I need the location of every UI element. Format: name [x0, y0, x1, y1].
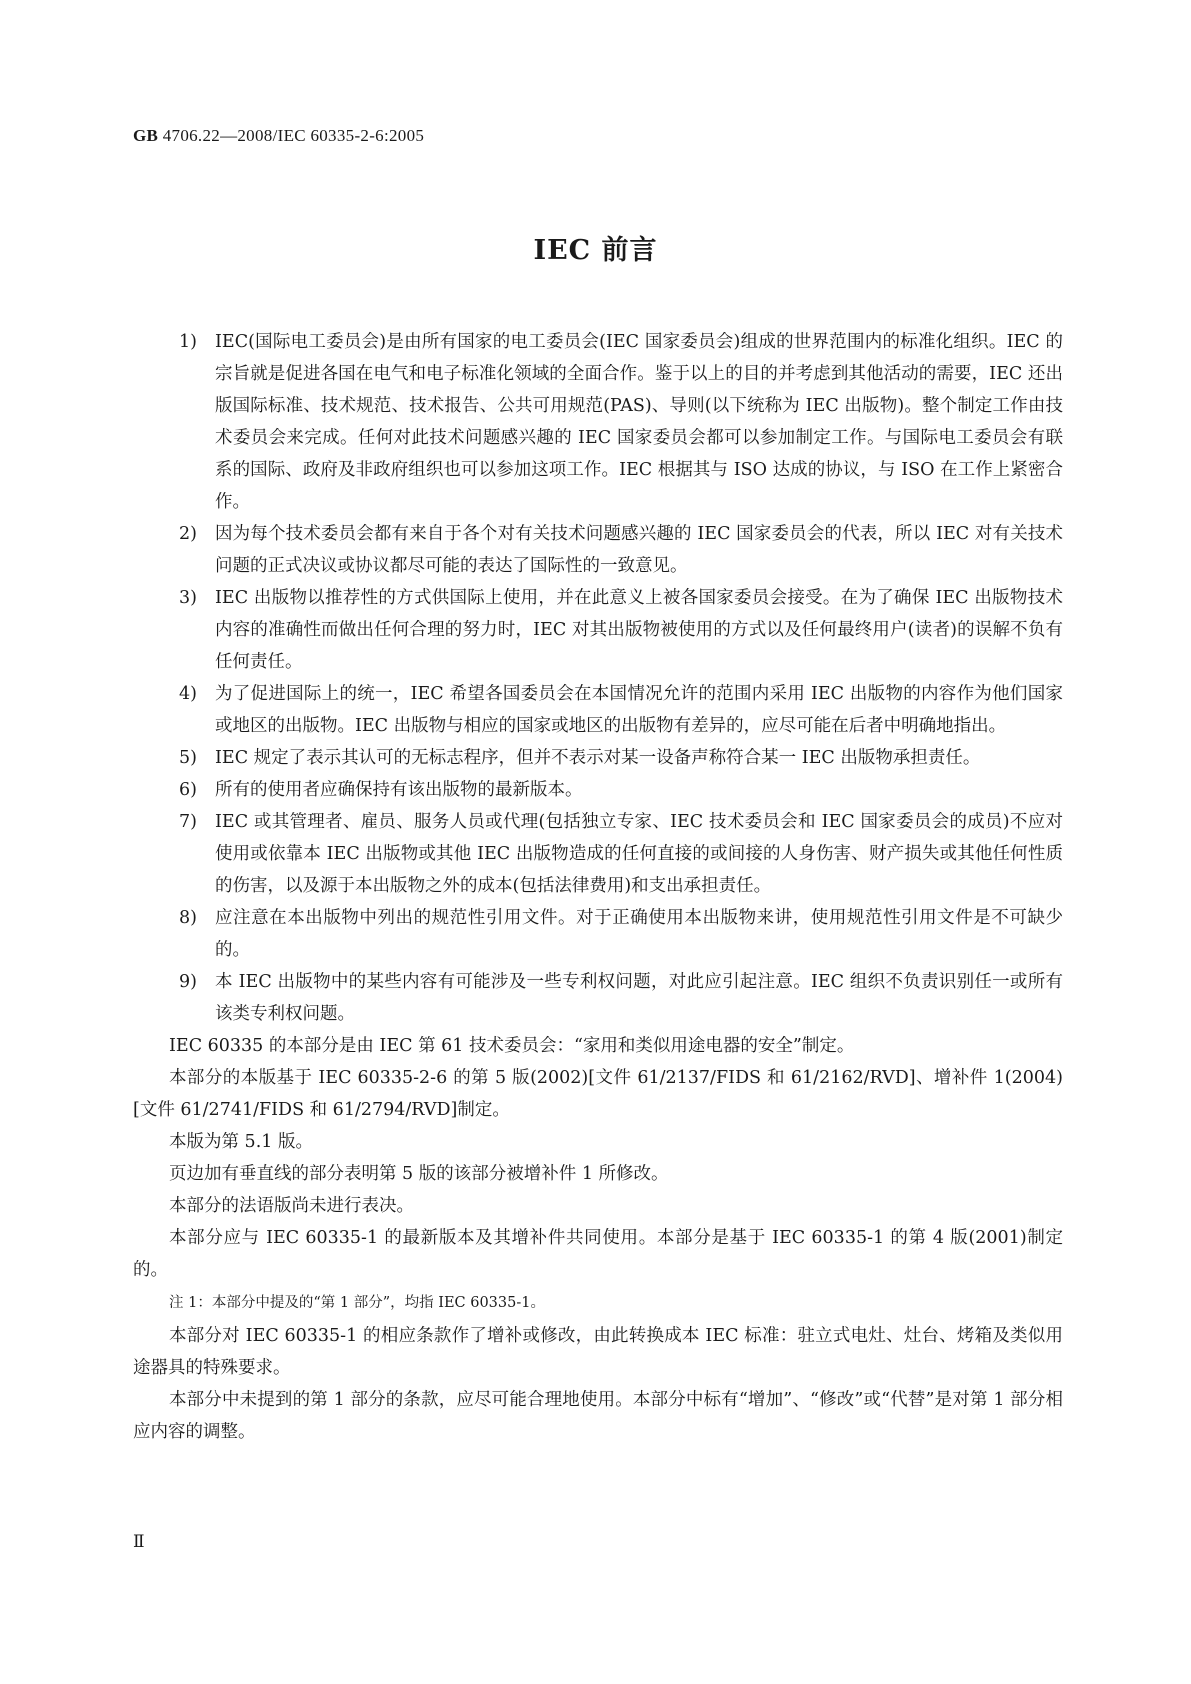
list-item-number: 3)	[179, 588, 197, 608]
paragraph-edition: 本版为第 5.1 版。	[169, 1132, 313, 1152]
list-item-text: IEC 规定了表示其认可的无标志程序，但并不表示对某一设备声称符合某一 IEC 出版物承担责任。	[215, 748, 981, 768]
list-item-number: 1)	[179, 332, 197, 352]
paragraph-committee: IEC 60335 的本部分是由 IEC 第 61 技术委员会：“家用和类似用途电器的安全”制定。	[169, 1036, 855, 1056]
list-item	[133, 806, 1063, 902]
list-item-number: 6)	[179, 780, 197, 800]
list-item	[133, 966, 1063, 1030]
paragraph-edition-basis: 本部分的本版基于 IEC 60335-2-6 的第 5 版(2002)[文件 61/2137/FIDS 和 61/2162/RVD]、增补件 1(2004)[文件 61/2741/FIDS 和 61/2794/RVD]制定。	[133, 1068, 1063, 1120]
list-item-text: 所有的使用者应确保持有该出版物的最新版本。	[215, 780, 583, 800]
list-item	[133, 678, 1063, 742]
list-item	[133, 326, 1063, 518]
document-body	[133, 326, 1063, 1448]
list-item	[133, 518, 1063, 582]
list-item	[133, 582, 1063, 678]
list-item-text: 本 IEC 出版物中的某些内容有可能涉及一些专利权问题，对此应引起注意。IEC 组织不负责识别任一或所有该类专利权问题。	[215, 972, 1063, 1024]
paragraph-french-version: 本部分的法语版尚未进行表决。	[169, 1196, 414, 1216]
list-item-number: 4)	[179, 684, 197, 704]
list-item-number: 5)	[179, 748, 197, 768]
list-item	[133, 774, 1063, 806]
standard-header	[133, 126, 424, 146]
list-item-text: 应注意在本出版物中列出的规范性引用文件。对于正确使用本出版物来讲，使用规范性引用文件是不可缺少的。	[215, 908, 1063, 960]
list-item-text: 因为每个技术委员会都有来自于各个对有关技术问题感兴趣的 IEC 国家委员会的代表，所以 IEC 对有关技术问题的正式决议或协议都尽可能的表达了国际性的一致意见。	[215, 524, 1063, 576]
list-item-number: 8)	[179, 908, 197, 928]
list-item-number: 9)	[179, 972, 197, 992]
list-item-text: IEC 或其管理者、雇员、服务人员或代理(包括独立专家、IEC 技术委员会和 IEC 国家委员会的成员)不应对使用或依靠本 IEC 出版物或其他 IEC 出版物造成的任何直接的或间接的人身伤害、财产损失或其他任何性质的伤害，以及源于本出版物之外的成本(包括法律费用)和支出承担责任。	[215, 812, 1063, 896]
paragraph-amendments: 本部分对 IEC 60335-1 的相应条款作了增补或修改，由此转换成本 IEC 标准：驻立式电灶、灶台、烤箱及类似用途器具的特殊要求。	[133, 1326, 1063, 1378]
list-item-number: 2)	[179, 524, 197, 544]
standard-number: 4706.22—2008/IEC 60335-2-6:2005	[162, 126, 425, 145]
list-item	[133, 742, 1063, 774]
paragraph-unmentioned-clauses: 本部分中未提到的第 1 部分的条款，应尽可能合理地使用。本部分中标有“增加”、“修改”或“代替”是对第 1 部分相应内容的调整。	[133, 1390, 1063, 1442]
list-item-text: IEC(国际电工委员会)是由所有国家的电工委员会(IEC 国家委员会)组成的世界范围内的标准化组织。IEC 的宗旨就是促进各国在电气和电子标准化领域的全面合作。鉴于以上的目的并考虑到其他活动的需要，IEC 还出版国际标准、技术规范、技术报告、公共可用规范(PAS)、导则(以下统称为 IEC 出版物)。整个制定工作由技术委员会来完成。任何对此技术问题感兴趣的 IEC 国家委员会都可以参加制定工作。与国际电工委员会有联系的国际、政府及非政府组织也可以参加这项工作。IEC 根据其与 ISO 达成的协议，与 ISO 在工作上紧密合作。	[215, 332, 1063, 512]
page-title: IEC 前言	[533, 235, 658, 266]
paragraph-margin-lines: 页边加有垂直线的部分表明第 5 版的该部分被增补件 1 所修改。	[169, 1164, 669, 1184]
list-item-number: 7)	[179, 812, 197, 832]
note-1: 注 1：本部分中提及的“第 1 部分”，均指 IEC 60335-1。	[169, 1295, 545, 1311]
standard-prefix: GB	[133, 126, 159, 145]
list-item	[133, 902, 1063, 966]
paragraph-usage: 本部分应与 IEC 60335-1 的最新版本及其增补件共同使用。本部分是基于 IEC 60335-1 的第 4 版(2001)制定的。	[133, 1228, 1063, 1280]
list-item-text: 为了促进国际上的统一，IEC 希望各国委员会在本国情况允许的范围内采用 IEC 出版物的内容作为他们国家或地区的出版物。IEC 出版物与相应的国家或地区的出版物有差异的，应尽可能在后者中明确地指出。	[215, 684, 1063, 736]
list-item-text: IEC 出版物以推荐性的方式供国际上使用，并在此意义上被各国家委员会接受。在为了确保 IEC 出版物技术内容的准确性而做出任何合理的努力时，IEC 对其出版物被使用的方式以及任何最终用户(读者)的误解不负有任何责任。	[215, 588, 1063, 672]
page-number: Ⅱ	[133, 1532, 145, 1552]
